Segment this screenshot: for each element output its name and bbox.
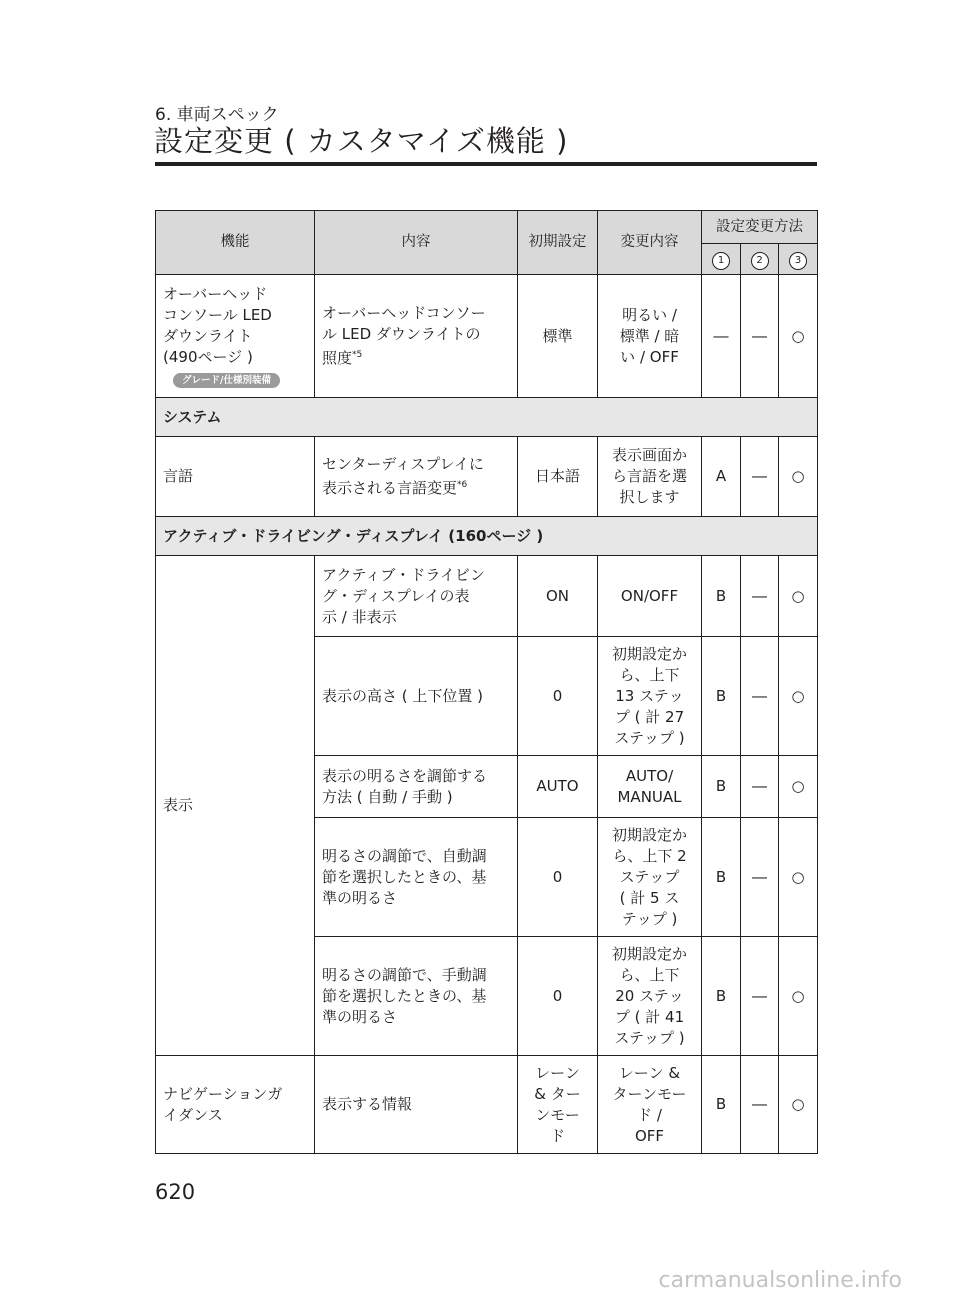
cell-method-3: ○: [779, 937, 818, 1056]
cell-method-3: ○: [779, 556, 818, 637]
cell-content: [315, 437, 518, 517]
cell-content: アクティブ・ドライビン グ・ディスプレイの表 示 / 非表示: [315, 556, 518, 637]
cell-change: 初期設定か ら、上下 13 ステッ プ ( 計 27 ステップ ): [598, 637, 702, 756]
cell-initial: 0: [518, 818, 598, 937]
title-rule: [155, 162, 817, 166]
cell-method-3: ○: [779, 637, 818, 756]
cell-method-1: B: [702, 756, 741, 818]
cell-initial: ON: [518, 556, 598, 637]
cell-method-1: B: [702, 556, 741, 637]
cell-content: 明るさの調節で、自動調 節を選択したときの、基 準の明るさ: [315, 818, 518, 937]
section-row-system: [156, 398, 818, 437]
col-function: 機能: [156, 211, 315, 275]
section-row-ads: [156, 517, 818, 556]
cell-change: レーン & ターンモー ド / OFF: [598, 1056, 702, 1154]
cell-method-3: ○: [779, 437, 818, 517]
cell-method-2: ―: [741, 556, 779, 637]
cell-function: 言語: [156, 437, 315, 517]
cell-method-2: ―: [741, 756, 779, 818]
method-col-1: [702, 244, 741, 275]
cell-method-2: ―: [741, 637, 779, 756]
cell-change: AUTO/ MANUAL: [598, 756, 702, 818]
method-col-3: [779, 244, 818, 275]
circled-number-2: 2: [751, 252, 769, 270]
page-title: 設定変更 ( カスタマイズ機能 ): [154, 124, 569, 158]
grade-badge: グレード/仕様別装備: [173, 373, 280, 388]
cell-method-1: ―: [702, 275, 741, 398]
cell-method-1: B: [702, 1056, 741, 1154]
cell-function: ナビゲーションガ イダンス: [156, 1056, 315, 1154]
cell-method-3: ○: [779, 756, 818, 818]
col-content: 内容: [315, 211, 518, 275]
cell-method-3: ○: [779, 1056, 818, 1154]
section-title: アクティブ・ドライビング・ディスプレイ (160ページ ): [156, 517, 818, 556]
circled-number-3: 3: [789, 252, 807, 270]
settings-table: [155, 210, 818, 1154]
method-col-2: [741, 244, 779, 275]
cell-content: 表示の高さ ( 上下位置 ): [315, 637, 518, 756]
col-method: 設定変更方法: [702, 211, 818, 244]
cell-initial: 標準: [518, 275, 598, 398]
cell-method-3: ○: [779, 818, 818, 937]
table-row-language: [156, 437, 818, 517]
footnote-mark: *6: [457, 480, 468, 490]
cell-initial: 日本語: [518, 437, 598, 517]
content-text: オーバーヘッドコンソー ル LED ダウンライトの 照度: [322, 304, 486, 367]
cell-method-1: B: [702, 637, 741, 756]
content-text: センターディスプレイに 表示される言語変更: [322, 455, 484, 497]
cell-method-1: B: [702, 937, 741, 1056]
function-text: オーバーヘッド コンソール LED ダウンライト (490ページ ): [163, 284, 272, 366]
cell-change: 明るい / 標準 / 暗 い / OFF: [598, 275, 702, 398]
cell-initial: 0: [518, 637, 598, 756]
page-number: 620: [155, 1180, 196, 1204]
cell-method-1: B: [702, 818, 741, 937]
watermark: carmanualsonline.info: [658, 1268, 902, 1293]
footnote-mark: *5: [352, 350, 363, 360]
cell-initial: レーン & ター ンモー ド: [518, 1056, 598, 1154]
col-initial: 初期設定: [518, 211, 598, 275]
table-row-navigation-guidance: [156, 1056, 818, 1154]
cell-content: [315, 275, 518, 398]
cell-change: 表示画面か ら言語を選 択します: [598, 437, 702, 517]
section-title: システム: [156, 398, 818, 437]
cell-method-2: ―: [741, 275, 779, 398]
cell-method-2: ―: [741, 937, 779, 1056]
cell-change: 初期設定か ら、上下 2 ステップ ( 計 5 ス テップ ): [598, 818, 702, 937]
cell-content: 表示の明るさを調節する 方法 ( 自動 / 手動 ): [315, 756, 518, 818]
cell-method-1: A: [702, 437, 741, 517]
cell-method-3: ○: [779, 275, 818, 398]
cell-change: 初期設定か ら、上下 20 ステッ プ ( 計 41 ステップ ): [598, 937, 702, 1056]
cell-function-display: 表示: [156, 556, 315, 1056]
header-row: [156, 211, 818, 244]
col-change: 変更内容: [598, 211, 702, 275]
cell-method-2: ―: [741, 818, 779, 937]
cell-content: 明るさの調節で、手動調 節を選択したときの、基 準の明るさ: [315, 937, 518, 1056]
table-row-overhead-led: [156, 275, 818, 398]
circled-number-1: 1: [712, 252, 730, 270]
cell-initial: AUTO: [518, 756, 598, 818]
cell-function: [156, 275, 315, 398]
cell-content: 表示する情報: [315, 1056, 518, 1154]
cell-method-2: ―: [741, 437, 779, 517]
table-row-display-toggle: [156, 556, 818, 637]
cell-method-2: ―: [741, 1056, 779, 1154]
cell-change: ON/OFF: [598, 556, 702, 637]
section-label: 6. 車両スペック: [155, 105, 279, 125]
cell-initial: 0: [518, 937, 598, 1056]
